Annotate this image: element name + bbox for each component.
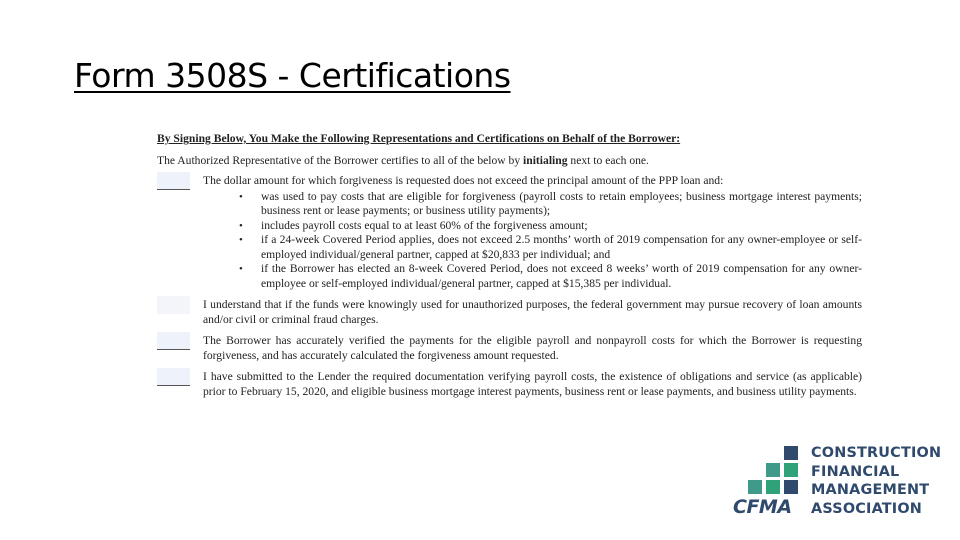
logo-square [748, 480, 762, 494]
logo-square [766, 480, 780, 494]
certification-item-2 [157, 298, 862, 327]
certification-item-4-text: I have submitted to the Lender the required documentation verifying payroll costs, the existence of obligations and service (as applicable) prior to February 15, 2020, and eligible business mortgage interest payments, business rent or lease payments, and business utility payments. [203, 370, 862, 398]
certification-item-1-text: The dollar amount for which forgiveness is requested does not exceed the principal amount of the PPP loan and: [203, 174, 724, 187]
cfma-logo [733, 444, 943, 516]
certification-item-1 [157, 174, 862, 291]
certification-item-2-text: I understand that if the funds were knowingly used for unauthorized purposes, the federal government may pursue recovery of loan amounts and/or civil or criminal fraud charges. [203, 298, 862, 326]
logo-square [784, 463, 798, 477]
logo-square [784, 480, 798, 494]
certification-item-3-text: The Borrower has accurately verified the payments for the eligible payroll and nonpayroll costs for which the Borrower is requesting forgiveness, and has accurately calculated the forgiveness amount requested. [203, 334, 862, 362]
certification-item-4 [157, 370, 862, 399]
bullet-item: • includes payroll costs equal to at least 60% of the forgiveness amount; [261, 219, 862, 234]
cfma-logo-mark [733, 444, 809, 496]
logo-wordmark [811, 444, 941, 518]
intro-bold-word: initialing [523, 153, 568, 167]
form-certifications-excerpt [157, 132, 862, 406]
bullet-item: • if a 24-week Covered Period applies, does not exceed 2.5 months’ worth of 2019 compensation for any owner-employee or self-employed individual/general partner, capped at $20,833 per individual; and [261, 233, 862, 262]
initial-field-1[interactable] [157, 172, 190, 190]
bullet-item: • if the Borrower has elected an 8-week Covered Period, does not exceed 8 weeks’ worth of 2019 compensation for any owner-employee or self-employed individual/general partner, capped at $15,385 per individual. [261, 262, 862, 291]
initial-field-4[interactable] [157, 368, 190, 386]
initial-field-2[interactable] [157, 296, 190, 314]
logo-line-1: CONSTRUCTION [811, 445, 942, 461]
logo-line-4: ASSOCIATION [811, 500, 923, 517]
logo-abbreviation: CFMA [733, 496, 792, 518]
slide-title: Form 3508S - Certifications [74, 56, 511, 95]
logo-line-3: MANAGEMENT [811, 482, 930, 499]
logo-square [766, 463, 780, 477]
intro-text-start: The Authorized Representative of the Borrower certifies to all of the below by [157, 153, 524, 167]
bullet-item: • was used to pay costs that are eligible for forgiveness (payroll costs to retain employees; business mortgage interest payments; business rent or lease payments; or business utility payments); [261, 190, 862, 219]
logo-square [784, 446, 798, 460]
certification-item-1-body [203, 174, 862, 291]
logo-line-2: FINANCIAL [811, 463, 900, 480]
certifications-intro [157, 154, 862, 169]
certification-item-3 [157, 334, 862, 363]
certifications-heading: By Signing Below, You Make the Following Representations and Certifications on Behalf of the Borrower: [157, 132, 681, 145]
initial-field-3[interactable] [157, 332, 190, 350]
intro-text-end: next to each one. [567, 153, 649, 167]
certification-item-1-bullets [203, 190, 862, 292]
